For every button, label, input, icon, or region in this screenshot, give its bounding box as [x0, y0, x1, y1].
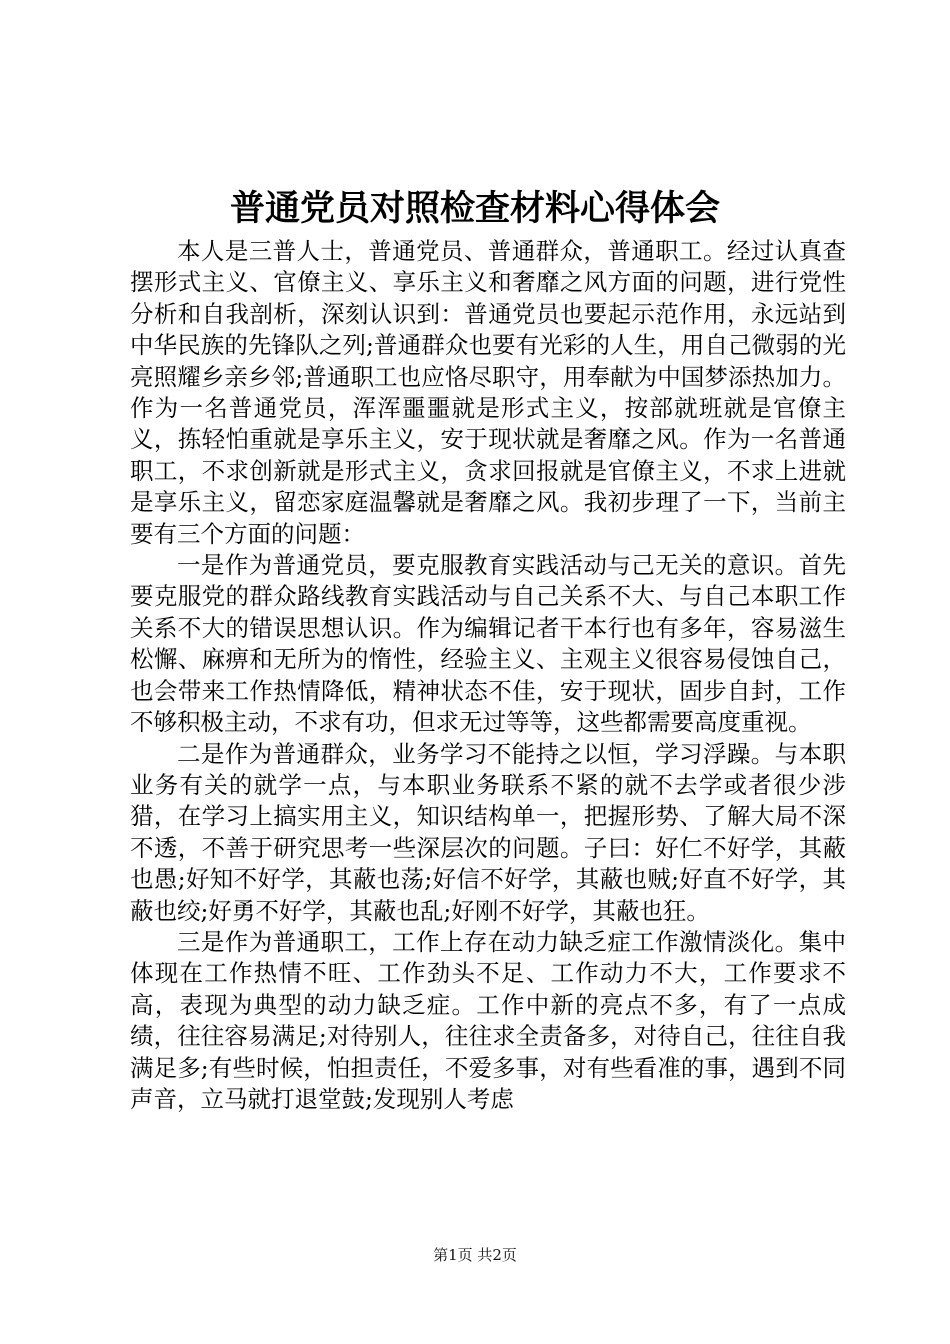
paragraph-point-two: 二是作为普通群众，业务学习不能持之以恒，学习浮躁。与本职业务有关的就学一点，与本职业务联系不紧的就不去学或者很少涉猎，在学习上搞实用主义，知识结构单一，把握形势、了解大局不深不透，不善于研究思考一些深层次的问题。子曰：好仁不好学，其蔽也愚;好知不好学，其蔽也荡;好信不好学，其蔽也贼;好直不好学，其蔽也绞;好勇不好学，其蔽也乱;好刚不好学，其蔽也狂。: [130, 739, 846, 925]
document-body: [130, 236, 846, 1115]
document-title: 普通党员对照检查材料心得体会: [229, 188, 720, 229]
paragraph-point-three: 三是作为普通职工，工作上存在动力缺乏症工作激情淡化。集中体现在工作热情不旺、工作劲头不足、工作动力不大，工作要求不高，表现为典型的动力缺乏症。工作中新的亮点不多，有了一点成绩，往往容易满足;对待别人，往往求全责备多，对待自己，往往自我满足多;有些时候，怕担责任，不爱多事，对有些看准的事，遇到不同声音，立马就打退堂鼓;发现别人考虑: [130, 927, 846, 1113]
page-number-label: 第1页 共2页: [433, 1246, 517, 1264]
paragraph-point-one: 一是作为普通党员，要克服教育实践活动与己无关的意识。首先要克服党的群众路线教育实践活动与自己关系不大、与自己本职工作关系不大的错误思想认识。作为编辑记者干本行也有多年，容易滋生松懈、麻痹和无所为的惰性，经验主义、主观主义很容易侵蚀自己，也会带来工作热情降低，精神状态不佳，安于现状，固步自封，工作不够积极主动，不求有功，但求无过等等，这些都需要高度重视。: [130, 551, 846, 737]
paragraph-intro: 本人是三普人士，普通党员、普通群众，普通职工。经过认真查摆形式主义、官僚主义、享乐主义和奢靡之风方面的问题，进行党性分析和自我剖析，深刻认识到：普通党员也要起示范作用，永远站到中华民族的先锋队之列;普通群众也要有光彩的人生，用自己微弱的光亮照耀乡亲乡邻;普通职工也应恪尽职守，用奉献为中国梦添热加力。作为一名普通党员，浑浑噩噩就是形式主义，按部就班就是官僚主义，拣轻怕重就是享乐主义，安于现状就是奢靡之风。作为一名普通职工，不求创新就是形式主义，贪求回报就是官僚主义，不求上进就是享乐主义，留恋家庭温馨就是奢靡之风。我初步理了一下，当前主要有三个方面的问题：: [130, 237, 846, 548]
page-footer: [0, 1245, 950, 1265]
